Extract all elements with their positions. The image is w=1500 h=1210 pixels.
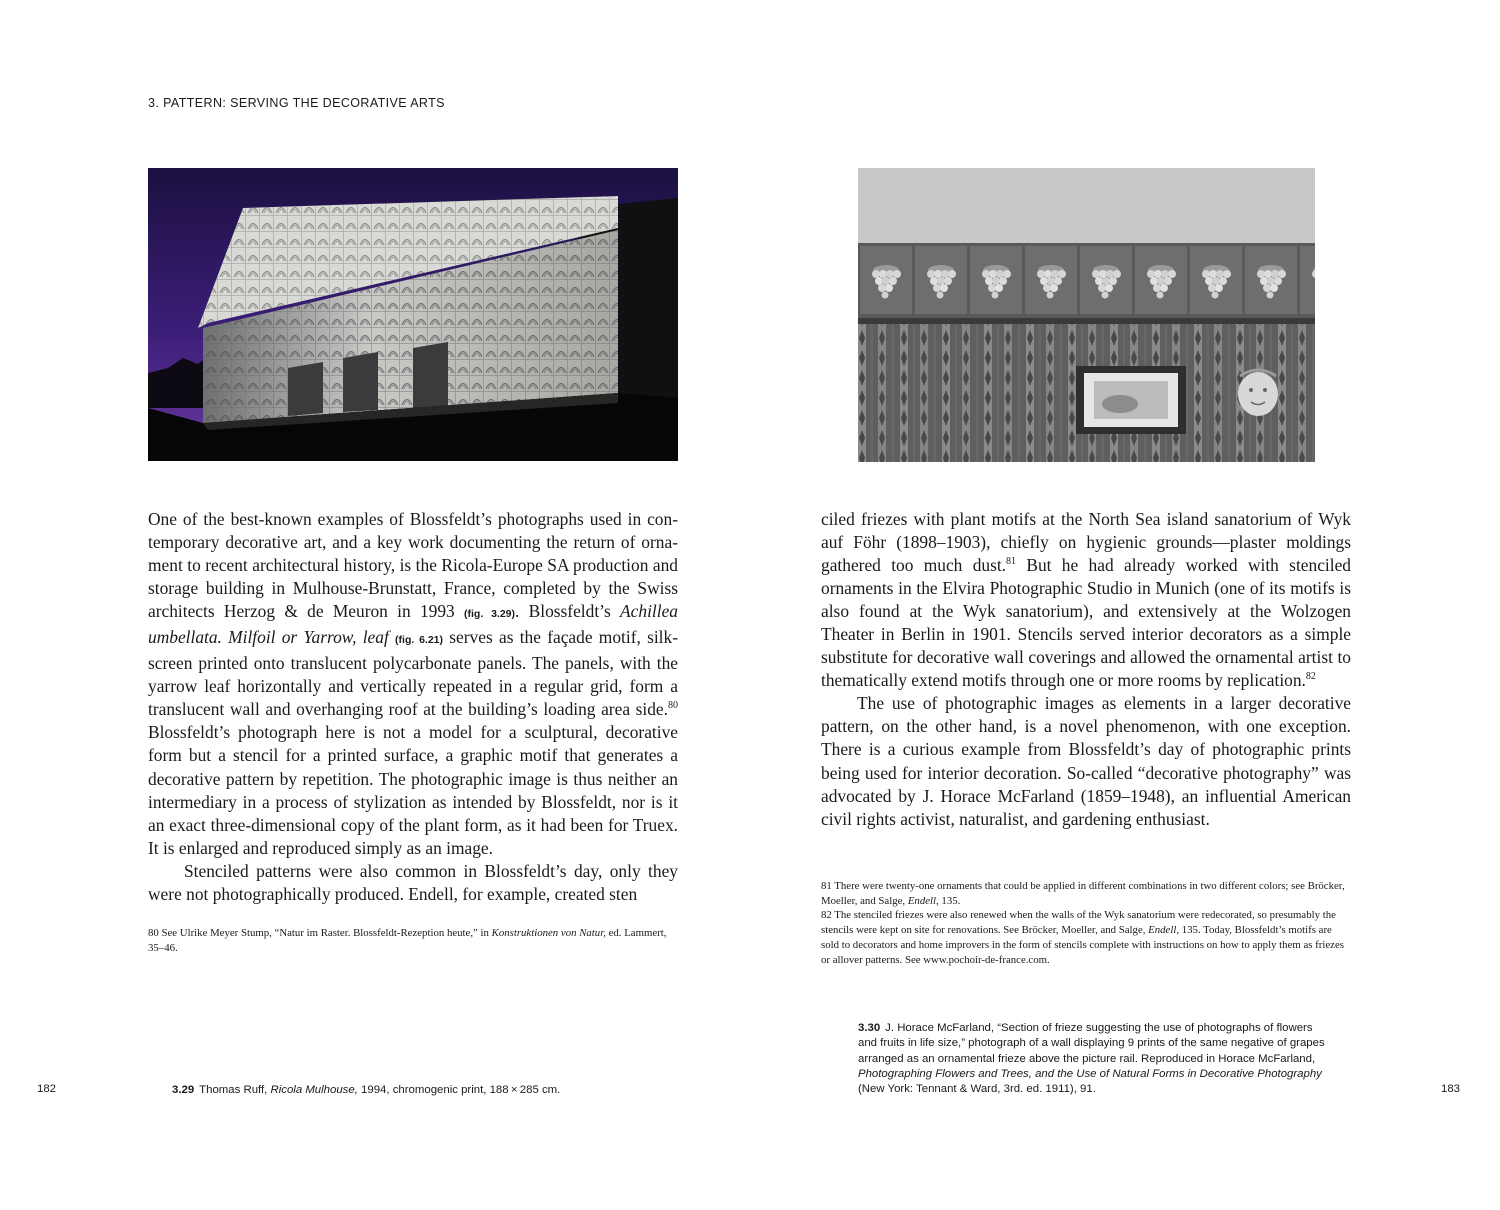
left-paragraph-2: Stenciled patterns were also common in Blossfeldt’s day, only they were not photographically produced. Endell, for example, created sten [148, 860, 678, 904]
text-run: Thomas Ruff, [199, 1084, 271, 1096]
footnote-marker-81: 81 [1006, 556, 1017, 568]
text-run: 135. [938, 894, 961, 907]
text-run: One of the best-known examples of Blossfeldt’s photographs used in contemporary decorative art, and a key work documenting the return of ornament to recent architectural history, is the Ricola-Europe SA production and storage building in Mulhouse-Brunstatt, France, completed by the Swiss architects Herzog & de Meuron in 1993 [148, 509, 678, 622]
italic-title: Achillea umbellata. Milfoil or Yarrow, leaf [148, 601, 678, 648]
caption-number: 3.29 [172, 1084, 195, 1096]
page-number-left: 182 [37, 1083, 57, 1095]
figure-reference-6-21: (fig. 6.21) [395, 634, 444, 647]
left-body-text [148, 508, 678, 906]
italic-title: Konstruktionen von Natur, [491, 927, 606, 939]
text-run: ed. Lammert, 35–46. [148, 927, 667, 954]
text-run: (New York: Tennant & Ward, 3rd. ed. 1911), 91. [858, 1083, 1096, 1096]
right-body-text [821, 508, 1351, 831]
ricola-building-image [148, 168, 678, 461]
caption-3-30 [858, 1021, 1328, 1097]
grape-frieze-image [858, 168, 1315, 462]
figure-frieze-photo [858, 168, 1315, 462]
footnote-81 [821, 879, 1351, 908]
text-run: 1994, chromogenic print, 188 × 285 cm. [357, 1084, 561, 1096]
text-run: ciled friezes with plant motifs at the North Sea island sanatorium of Wyk auf Föhr (1898–1903), chiefly on hygienic grounds—plaster moldings gathered too much dust. [821, 509, 1351, 576]
italic-title: Endell, [907, 894, 939, 907]
figure-reference-3-29: (fig. 3.29) [464, 608, 516, 621]
italic-title: Photographing Flowers and Trees, and the Use of Natural Forms in Decorative Photography [858, 1067, 1322, 1080]
right-paragraph-2: The use of photographic images as elements in a larger decorative pattern, on the other hand, is a novel phenomenon, with one exception. There is a curious example from Blossfeldt’s day of photographic prints being used for interior decoration. So-called “decorative photography” was advocated by J. Horace McFarland (1859–1948), an influential American civil rights activist, naturalist, and gardening enthusiast. [821, 693, 1351, 829]
footnote-marker-80: 80 [668, 700, 678, 712]
left-paragraph-1 [148, 508, 678, 860]
right-paragraph-1 [821, 508, 1351, 692]
footnote-82 [821, 908, 1351, 967]
italic-title: Ricola Mulhouse, [270, 1084, 358, 1096]
italic-title: Endell, [1148, 924, 1180, 937]
text-run: 135. Today, Blossfeldt’s motifs are sold to decorators and home improvers in the form of stencils complete with instructions on how to apply them as friezes or allover patterns. See www.pochoir-de-france.com. [821, 924, 1344, 966]
running-head: 3. PATTERN: SERVING THE DECORATIVE ARTS [148, 96, 445, 110]
text-run: J. Horace McFarland, “Section of frieze suggesting the use of photographs of flowers and fruits in life size,” photograph of a wall displaying 9 prints of the same negative of grapes arranged as an ornamental frieze above the picture rail. Reproduced in Horace McFarland, [858, 1022, 1325, 1065]
page-number-right: 183 [1441, 1083, 1461, 1095]
text-run: . Blossfeldt’s [515, 601, 621, 622]
text-run: 81 There were twenty-one ornaments that could be applied in different combinations in two different colors; see Bröcker, Moeller, and Salge, [821, 880, 1345, 907]
figure-ricola-photo [148, 168, 678, 461]
text-run: But he had already worked with stenciled ornaments in the Elvira Photographic Studio in Munich (one of its motifs is also found at the Wyk sanatorium), and extensively at the Wolzogen Theater in Berlin in 1901. Stencils served interior decorators as a simple substitute for decorative wall coverings and allowed the ornamental artist to thematically extend motifs through one or more rooms by replication. [821, 555, 1351, 691]
footnote-80 [148, 926, 678, 955]
text-run: Blossfeldt’s photograph here is not a model for a sculptural, decorative form but a stencil for a printed surface, a graphic motif that generates a decorative pattern by repetition. The photographic image is thus neither an intermediary in a process of stylization as intended by Blossfeldt, nor is it an exact three-dimensional copy of the plant form, as it had been for Truex. It is enlarged and reproduced simply as an image. [148, 722, 678, 858]
text-run: 80 See Ulrike Meyer Stump, “Natur im Raster. Blossfeldt-Rezeption heute,” in [148, 927, 492, 939]
footnotes-81-82 [821, 879, 1351, 967]
text-run: serves as the façade motif, silkscreen printed onto translucent polycarbonate panels. The panels, with the yarrow leaf horizontally and vertically repeated in a regular grid, form a translucent wall and overhanging roof at the building’s loading area side. [148, 627, 679, 720]
text-run: 82 The stenciled friezes were also renewed when the walls of the Wyk sanatorium were redecorated, so presumably the stencils were kept on site for renovations. See Bröcker, Moeller, and Salge, [821, 909, 1336, 937]
caption-number: 3.30 [858, 1022, 881, 1034]
footnote-marker-82: 82 [1305, 671, 1316, 683]
caption-3-29 [172, 1083, 692, 1098]
